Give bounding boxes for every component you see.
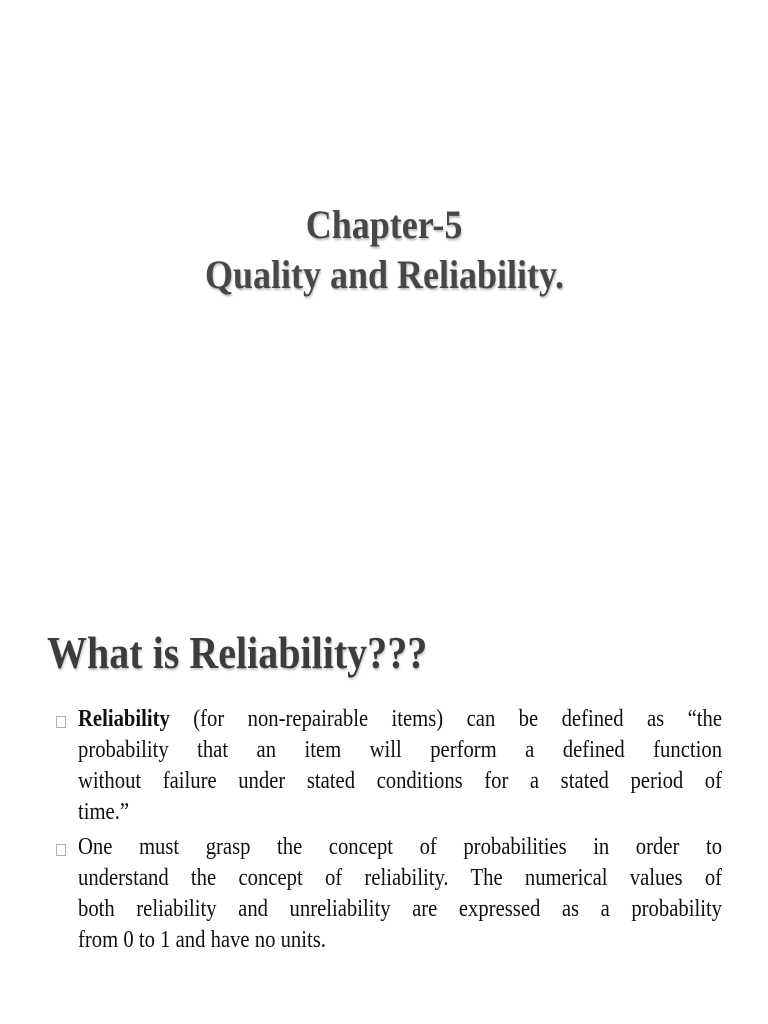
bullet-square-icon [56, 716, 66, 728]
chapter-subtitle: Quality and Reliability. [204, 252, 564, 297]
chapter-title: Chapter-5 [305, 202, 463, 247]
bullet-square-icon [56, 844, 66, 856]
section-heading: What is Reliability??? [47, 627, 428, 678]
bold-term: Reliability [78, 706, 170, 732]
